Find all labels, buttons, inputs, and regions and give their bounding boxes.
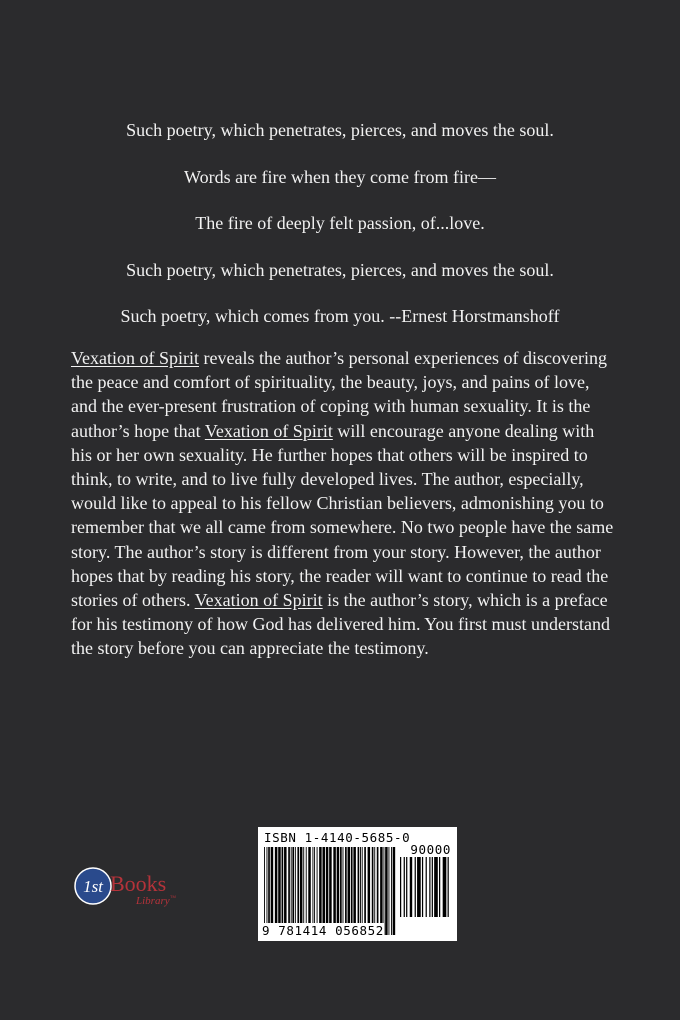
ean-number: 9 781414 056852 — [262, 923, 384, 938]
barcode-bar — [278, 847, 281, 935]
barcode-bar — [333, 847, 336, 935]
barcode-bar — [377, 847, 379, 935]
barcode-bar — [417, 857, 421, 917]
barcode-bar — [393, 847, 396, 935]
barcode-bar — [282, 847, 284, 935]
barcode-bar — [426, 857, 427, 917]
book-title-ref: Vexation of Spirit — [204, 420, 333, 441]
barcode-bar — [340, 847, 342, 935]
barcode-bar — [308, 847, 311, 935]
barcode-bar — [275, 847, 278, 935]
addon-bars — [400, 857, 452, 917]
barcode-bar — [415, 857, 416, 917]
barcode-bar — [306, 847, 307, 935]
barcode-bar — [337, 847, 340, 935]
barcode-bar — [362, 847, 363, 935]
barcode-bar — [345, 847, 347, 935]
barcode-bar — [443, 857, 447, 917]
barcode-bar — [406, 857, 407, 917]
barcode-bar — [383, 847, 384, 935]
poem-line: Such poetry, which comes from you. --Ernest Horstmanshoff — [120, 306, 560, 326]
barcode-bar — [267, 847, 268, 935]
barcode-bars — [264, 847, 396, 935]
poem-line: The fire of deeply felt passion, of...love. — [195, 213, 485, 233]
barcode-bar — [317, 847, 318, 935]
logo-number: 1st — [83, 877, 103, 896]
barcode-bar — [404, 857, 405, 917]
barcode-bar — [351, 847, 353, 935]
barcode-bar — [385, 847, 388, 935]
epigraph-poem — [0, 118, 680, 351]
barcode-bar — [288, 847, 290, 935]
barcode-bar — [326, 847, 329, 935]
barcode-bar — [372, 847, 374, 935]
barcode-bar — [322, 847, 325, 935]
barcode-bar — [374, 847, 375, 935]
barcode-bar — [358, 847, 360, 935]
barcode-bar — [271, 847, 274, 935]
barcode-bar — [295, 847, 296, 935]
barcode-bar — [380, 847, 383, 935]
barcode-bar — [312, 847, 313, 935]
isbn-number: ISBN 1-4140-5685-0 — [264, 830, 411, 845]
description-text: reveals the author’s personal experiences of discovering the peace and comfort of spirituality, the beauty, joys, and pains of love, and the ever-present frustration of coping with human sexuality. It is the author’s hope that — [71, 348, 608, 441]
book-title-ref: Vexation of Spirit — [71, 348, 199, 368]
book-title-ref: Vexation of Spirit — [194, 590, 323, 611]
logo-word: Books — [110, 871, 167, 896]
logo-tm: TM — [170, 894, 176, 899]
barcode-bar — [410, 857, 412, 917]
barcode-bar — [291, 847, 292, 935]
barcode-bar — [303, 847, 304, 935]
poem-line: Such poetry, which penetrates, pierces, and moves the soul. — [126, 120, 554, 140]
barcode-bar — [429, 857, 430, 917]
barcode-bar — [364, 847, 366, 935]
barcode-bar — [368, 847, 371, 935]
barcode-bar — [434, 857, 438, 917]
logo-sub: Library — [136, 895, 170, 907]
barcode-bar — [391, 847, 392, 935]
barcode-bar — [314, 847, 315, 935]
barcode-bar — [297, 847, 299, 935]
barcode-bar — [360, 847, 361, 935]
description-text: will encourage anyone dealing with his or her own sexuality. He further hopes that others will be inspired to think, to write, and to live fully developed lives. The author, especially, would like to appeal to his fellow Christian believers, admonishing you to remember that we all came from somewhere. No two people have the same story. The author’s story is different from your story. However, the author hopes that by reading his story, the reader will want to continue to read the stories of others. — [71, 420, 614, 611]
barcode-bar — [343, 847, 344, 935]
barcode-bar — [319, 847, 322, 935]
barcode-bar — [300, 847, 303, 935]
barcode-bar — [448, 857, 449, 917]
barcode-bar — [268, 847, 270, 935]
isbn-barcode — [258, 827, 457, 941]
barcode-bar — [348, 847, 351, 935]
barcode-bar — [400, 857, 401, 917]
barcode-bar — [284, 847, 287, 935]
barcode-bar — [432, 857, 433, 917]
barcode-bar — [439, 857, 440, 917]
barcode-bar — [329, 847, 332, 935]
poem-line: Such poetry, which penetrates, pierces, and moves the soul. — [126, 259, 554, 280]
price-code: 90000 — [410, 842, 451, 857]
barcode-bar — [292, 847, 294, 935]
barcode-bar — [353, 847, 356, 935]
publisher-logo — [74, 862, 194, 912]
barcode-bar — [388, 847, 389, 935]
barcode-bar — [264, 847, 265, 935]
description-text: is the author’s story, which is a preface for his testimony of how God has delivered him. You first must understand the story before you can appreciate the testimony. — [71, 590, 610, 659]
book-description — [71, 346, 616, 661]
barcode-bar — [422, 857, 423, 917]
poem-line: Words are fire when they come from fire— — [184, 166, 496, 187]
